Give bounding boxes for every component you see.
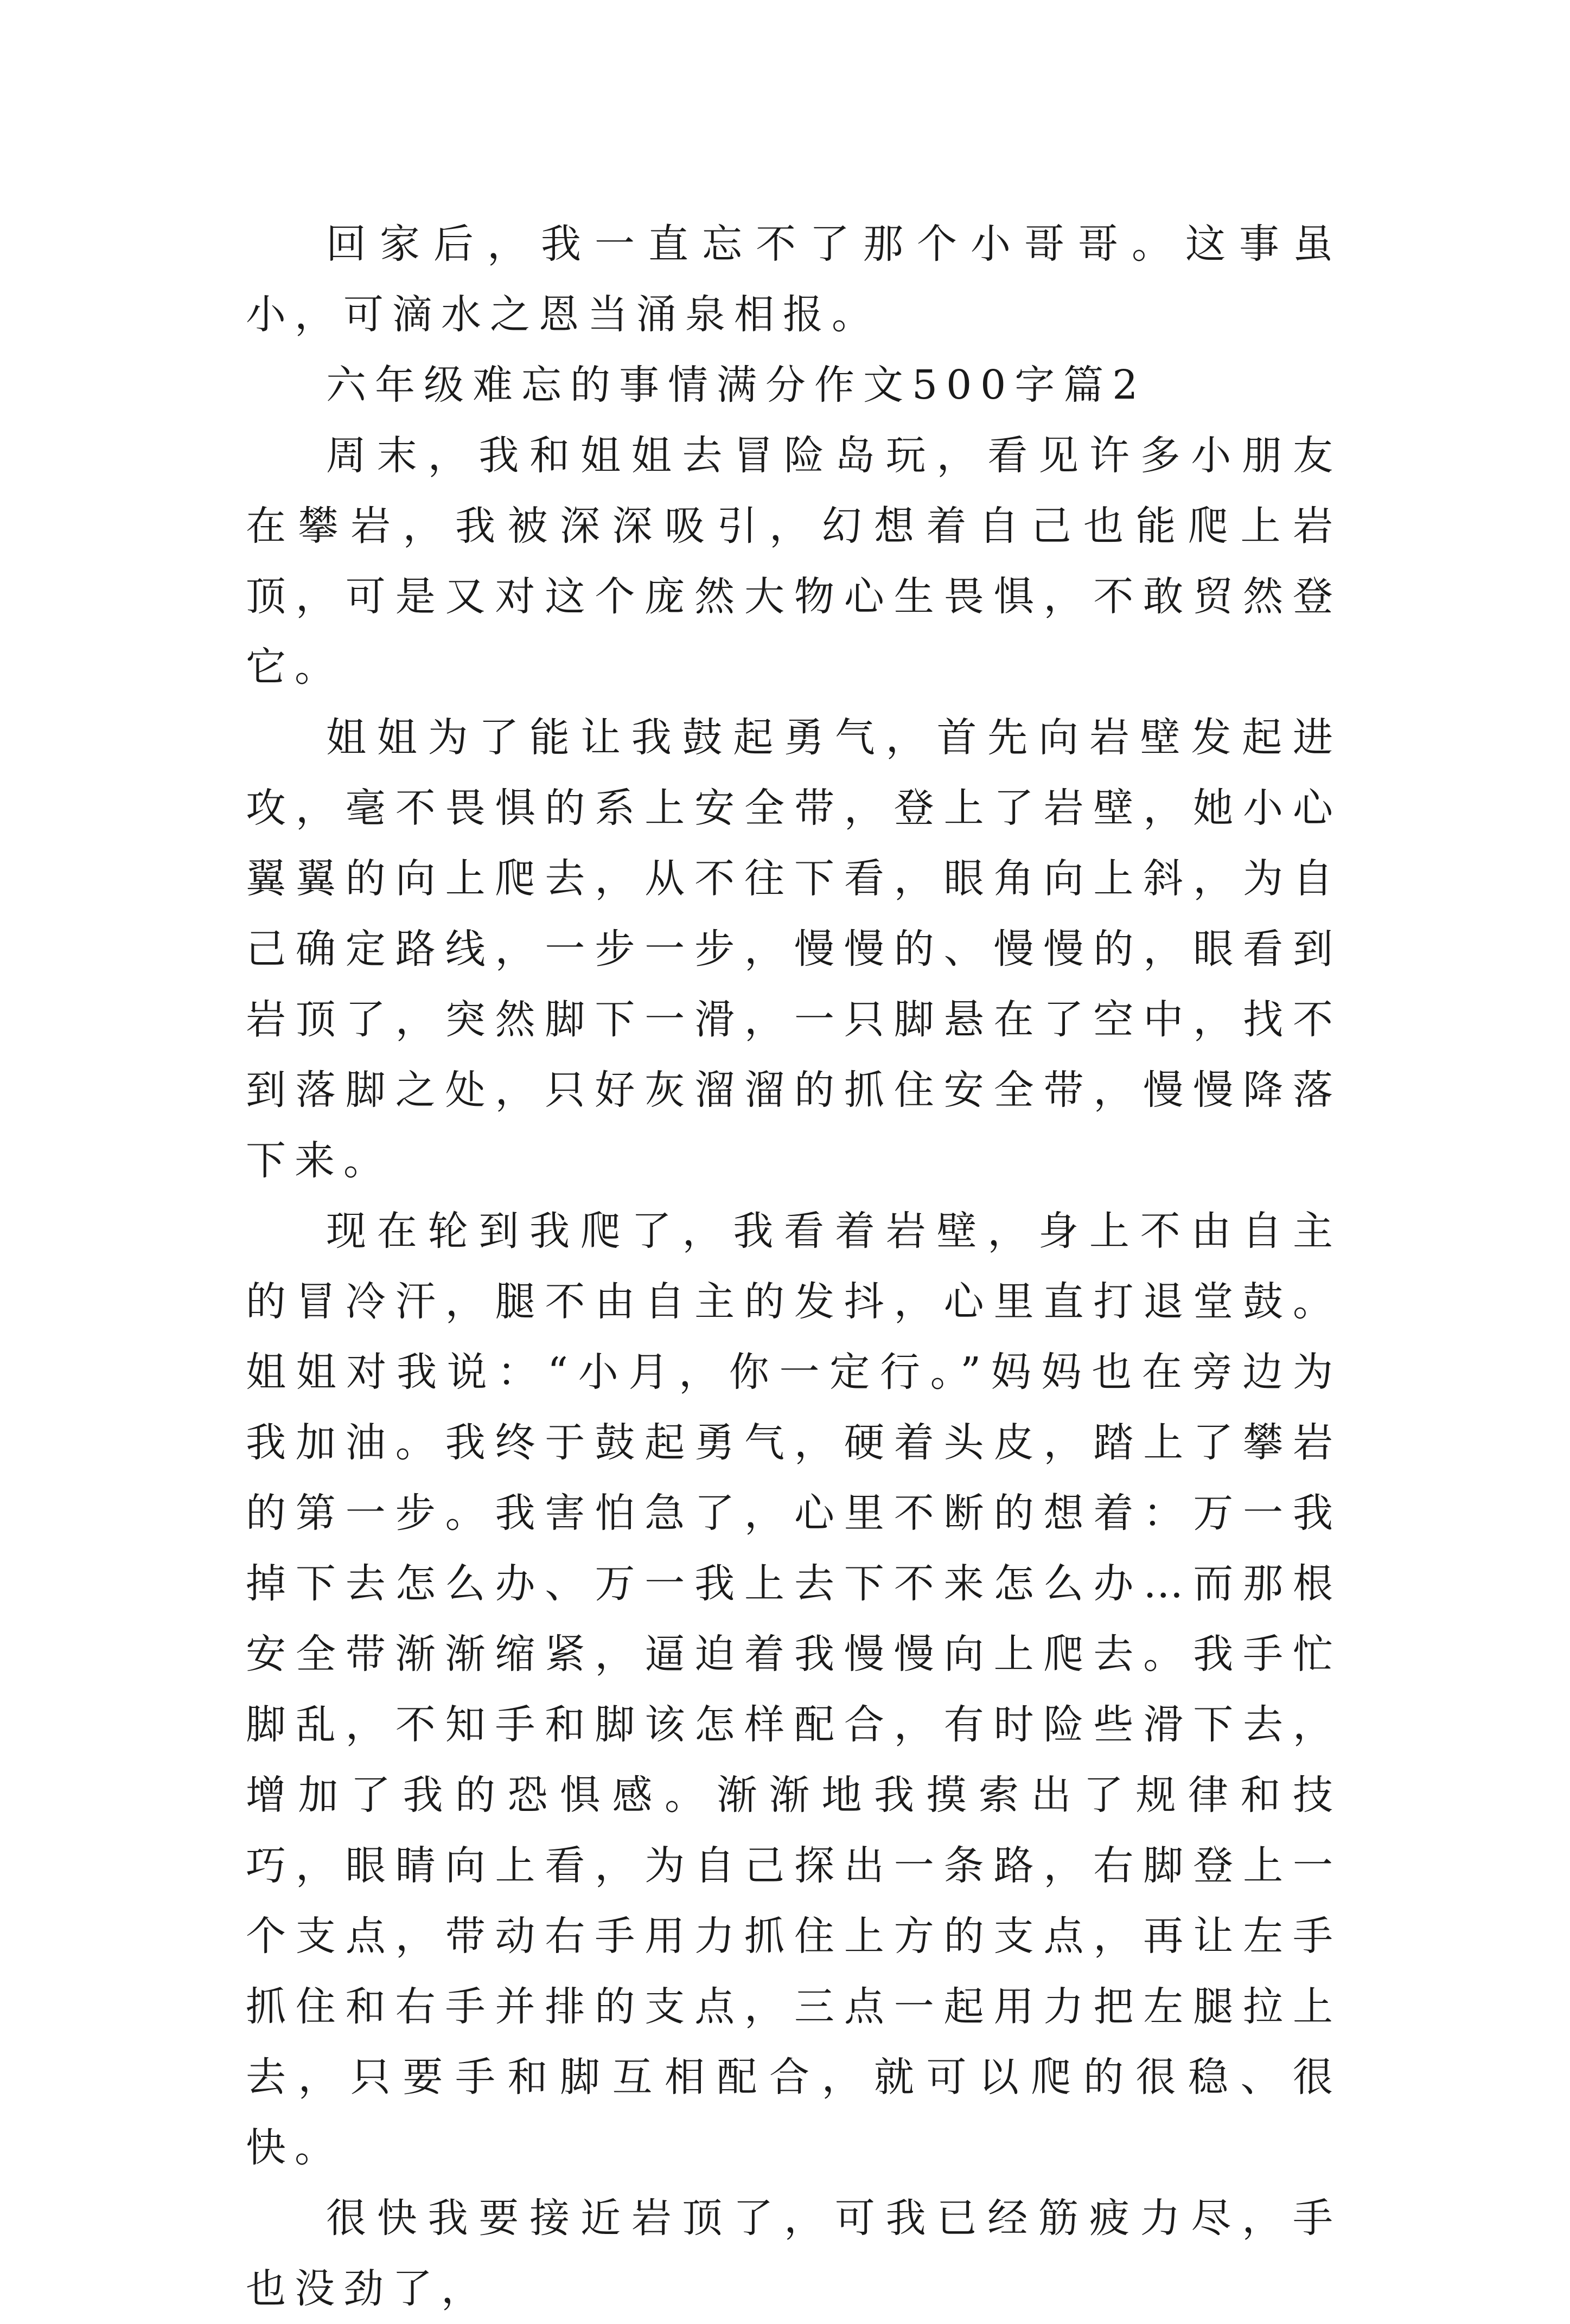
essay-body [246,209,1342,2324]
essay-heading: 六年级难忘的事情满分作文500字篇2 [326,362,1147,408]
paragraph-sister-climb: 姐姐为了能让我鼓起勇气，首先向岩壁发起进攻，毫不畏惧的系上安全带，登上了岩壁，她小心翼翼的向上爬去，从不往下看，眼角向上斜，为自己确定路线，一步一步，慢慢的、慢慢的，眼看到岩顶了，突然脚下一滑，一只脚悬在了空中，找不到落脚之处，只好灰溜溜的抓住安全带，慢慢降落下来。 [246,714,1342,1184]
paragraph-near-top: 很快我要接近岩顶了，可我已经筋疲力尽，手也没劲了， [246,2195,1342,2312]
paragraph-my-climb: 现在轮到我爬了，我看着岩壁，身上不由自主的冒冷汗，腿不由自主的发抖，心里直打退堂鼓。姐姐对我说：“小月，你一定行。”妈妈也在旁边为我加油。我终于鼓起勇气，硬着头皮，踏上了攀岩的第一步。我害怕急了，心里不断的想着：万一我掉下去怎么办、万一我上去下不来怎么办…而那根安全带渐渐缩紧，逼迫着我慢慢向上爬去。我手忙脚乱，不知手和脚该怎样配合，有时险些滑下去，增加了我的恐惧感。渐渐地我摸索出了规律和技巧，眼睛向上看，为自己探出一条路，右脚登上一个支点，带动右手用力抓住上方的支点，再让左手抓住和右手并排的支点，三点一起用力把左腿拉上去，只要手和脚互相配合，就可以爬的很稳、很快。 [246,1208,1342,2171]
paragraph-ending-previous: 回家后，我一直忘不了那个小哥哥。这事虽小，可滴水之恩当涌泉相报。 [246,221,1342,338]
paragraph-weekend: 周末，我和姐姐去冒险岛玩，看见许多小朋友在攀岩，我被深深吸引，幻想着自己也能爬上岩顶，可是又对这个庞然大物心生畏惧，不敢贸然登它。 [246,432,1342,690]
